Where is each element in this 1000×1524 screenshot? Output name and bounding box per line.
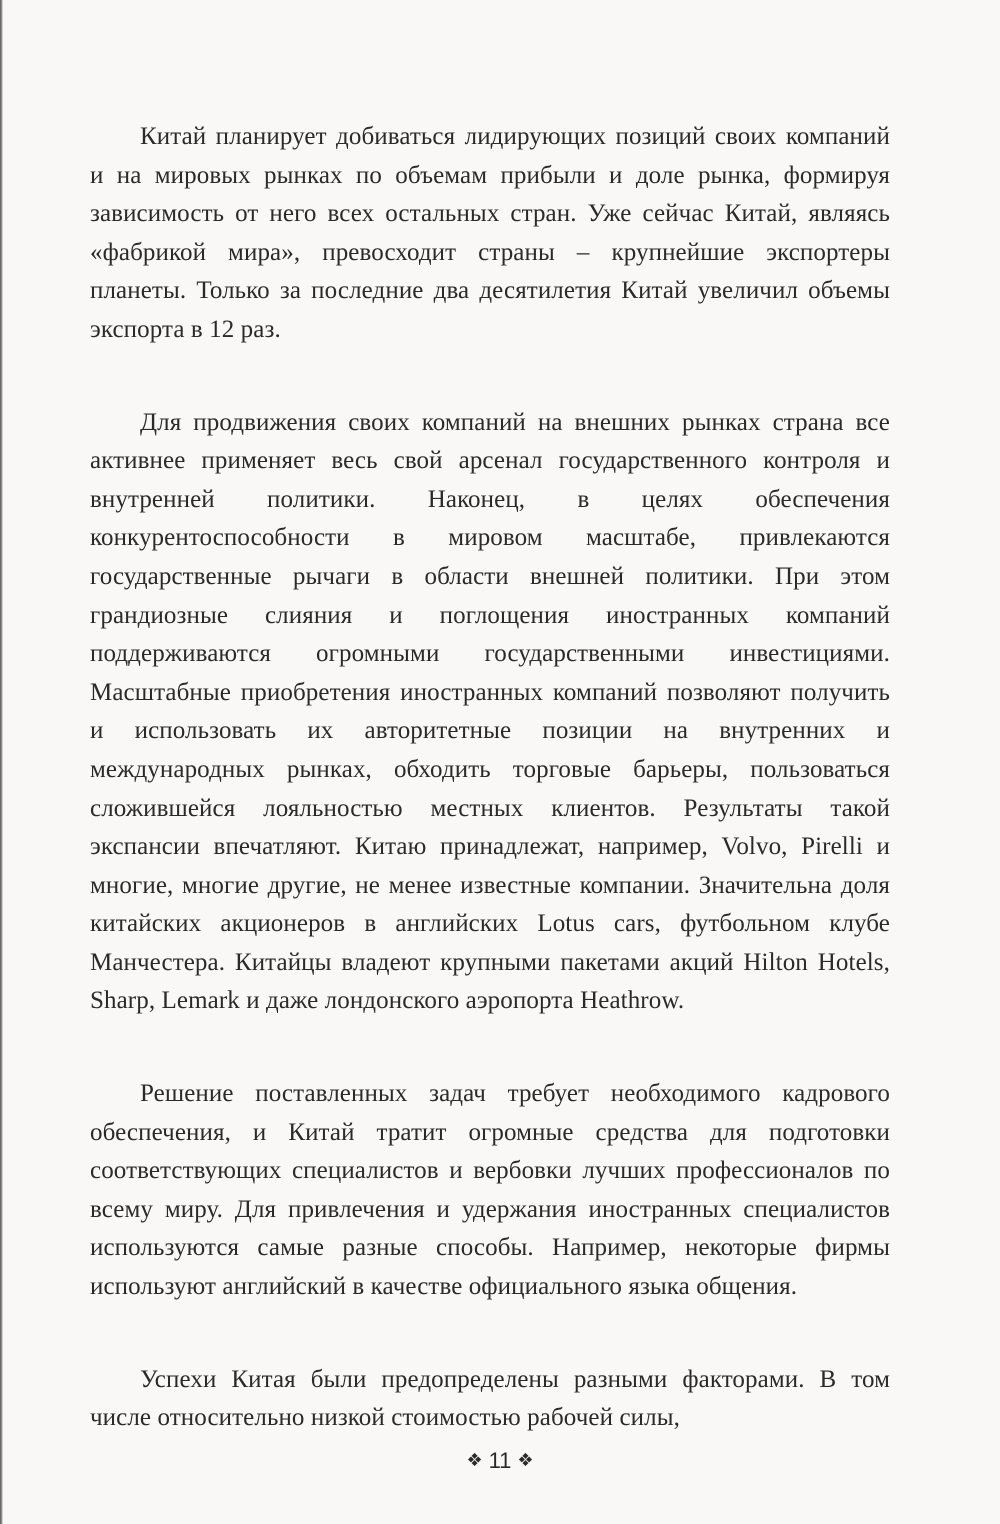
paragraph-1: Китай планирует добиваться лидирующих позиций своих компаний и на мировых рынках по объемам прибыли и доле рынка, формируя зависимость от него всех остальных стран. Уже сейчас Китай, являясь «фабрикой мира», превосходит страны – крупнейшие экспортеры планеты. Только за последние два десятилетия Китай увеличил объемы экспорта в 12 раз. — [90, 123, 890, 343]
page-edge-shadow — [0, 0, 3, 1524]
paragraph-3: Решение поставленных задач требует необходимого кадрового обеспечения, и Китай тратит огромные средства для подготовки соответствующих специалистов и вербовки лучших профессионалов по всему миру. Для привлечения и удержания иностранных специалистов используются самые разные способы. Например, некоторые фирмы используют английский в качестве официального языка общения. — [90, 1080, 890, 1301]
body-text — [90, 118, 890, 1492]
ornament-left-icon: ❖ — [466, 1450, 483, 1470]
page-footer — [0, 1448, 1000, 1474]
page-number: 11 — [488, 1448, 512, 1473]
paragraph-4: Успехи Китая были предопределены разными факторами. В том числе относительно низкой стоимостью рабочей силы, — [90, 1365, 890, 1432]
paragraph-2: Для продвижения своих компаний на внешних рынках страна все активнее применяет весь свой арсенал государственного контроля и внутренней политики. Наконец, в целях обеспечения конкурентоспособности в мировом масштабе, привлекаются государственные рычаги в области внешней политики. При этом грандиозные слияния и поглощения иностранных компаний поддерживаются огромными государственными инвестициями. Масштабные приобретения иностранных компаний позволяют получить и использовать их авторитетные позиции на внутренних и международных рынках, обходить торговые барьеры, пользоваться сложившейся лояльностью местных клиентов. Результаты такой экспансии впечатляют. Китаю принадлежат, например, Volvo, Pirelli и многие, многие другие, не менее известные компании. Значительна доля китайских акционеров в английских Lotus cars, футбольном клубе Манчестера. Китайцы владеют крупными пакетами акций Hilton Hotels, Sharp, Lemark и даже лондонского аэропорта Heathrow. — [90, 408, 890, 1015]
ornament-right-icon: ❖ — [517, 1450, 534, 1470]
